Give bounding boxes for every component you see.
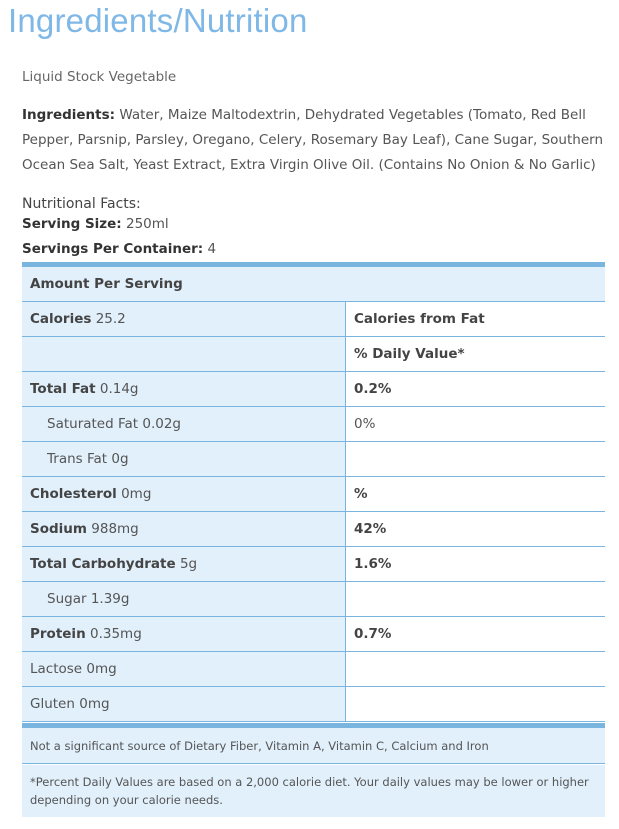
nutrient-label: Sodium — [30, 521, 87, 537]
nutrient-value: 0.14g — [99, 381, 139, 397]
ingredients-list: Water, Maize Maltodextrin, Dehydrated Vegetables (Tomato, Red Bell Pepper, Parsnip, Parsley, Oregano, Celery, Rosemary Bay Leaf), Cane Sugar, Southern Ocean Sea Salt, Yeast Extract, Extra Virgin Olive Oil. (Contains No Onion & No Garlic) — [22, 107, 604, 173]
calories-value: 25.2 — [95, 311, 126, 327]
product-name: Liquid Stock Vegetable — [22, 69, 177, 85]
nutrient-row — [22, 687, 605, 722]
nutrient-cell — [22, 407, 346, 442]
nutrient-cell — [22, 617, 346, 652]
page-title: Ingredients/Nutrition — [8, 2, 308, 39]
nutrient-label: Total Carbohydrate — [30, 556, 176, 572]
nutrient-label: Trans Fat — [47, 451, 108, 467]
nutrient-label: Saturated Fat — [47, 416, 139, 432]
nutrient-label: Lactose — [30, 661, 83, 677]
nutrient-value: 0.35mg — [89, 626, 142, 642]
nutrient-value: 0mg — [121, 486, 152, 502]
nutrient-daily-value — [346, 652, 606, 687]
nutrient-cell — [22, 372, 346, 407]
ingredients-text — [22, 103, 607, 178]
not-significant-note: Not a significant source of Dietary Fiber, Vitamin A, Vitamin C, Calcium and Iron — [22, 728, 605, 764]
nutrient-daily-value: 0% — [346, 407, 606, 442]
nutrient-value: 0.02g — [142, 416, 182, 432]
daily-value-header: % Daily Value* — [346, 337, 606, 372]
nutrition-table — [22, 262, 605, 722]
calories-from-fat: Calories from Fat — [346, 302, 606, 337]
servings-value: 4 — [207, 241, 217, 257]
nutrient-label: Gluten — [30, 696, 75, 712]
nutrient-row — [22, 582, 605, 617]
serving-size-label: Serving Size: — [22, 216, 122, 232]
nutrient-cell — [22, 652, 346, 687]
calories-cell — [22, 302, 346, 337]
nutrient-cell — [22, 442, 346, 477]
servings-label: Servings Per Container: — [22, 241, 204, 257]
nutrient-daily-value: % — [346, 477, 606, 512]
calories-label: Calories — [30, 311, 92, 327]
nutrient-label: Cholesterol — [30, 486, 117, 502]
nutrient-daily-value: 0.7% — [346, 617, 606, 652]
nutrient-daily-value — [346, 687, 606, 722]
nutrient-row — [22, 617, 605, 652]
nutrient-cell — [22, 687, 346, 722]
nutrient-value: 0g — [111, 451, 129, 467]
nutrient-value: 1.39g — [90, 591, 130, 607]
nutrient-label: Protein — [30, 626, 86, 642]
nutrient-label: Total Fat — [30, 381, 96, 397]
nutrient-row — [22, 547, 605, 582]
nutrient-value: 0mg — [86, 661, 117, 677]
serving-size-value: 250ml — [126, 216, 169, 232]
percent-daily-note: *Percent Daily Values are based on a 2,000 calorie diet. Your daily values may be lower or higher depending on your calorie needs. — [22, 765, 605, 817]
nutrient-row — [22, 442, 605, 477]
nutrient-daily-value: 0.2% — [346, 372, 606, 407]
nutrient-daily-value: 42% — [346, 512, 606, 547]
amount-per-serving: Amount Per Serving — [22, 265, 605, 302]
servings-per-container — [22, 241, 216, 257]
nutrient-daily-value — [346, 442, 606, 477]
daily-value-spacer — [22, 337, 346, 372]
nutrient-row — [22, 652, 605, 687]
nutrient-value: 5g — [179, 556, 198, 572]
nutrient-cell — [22, 477, 346, 512]
nutrient-row — [22, 477, 605, 512]
nutrient-row — [22, 512, 605, 547]
nutrient-cell — [22, 512, 346, 547]
nutrient-value: 988mg — [91, 521, 139, 537]
serving-size — [22, 216, 169, 232]
nutritional-facts-heading: Nutritional Facts: — [22, 196, 141, 212]
nutrient-value: 0mg — [79, 696, 110, 712]
nutrient-row — [22, 372, 605, 407]
nutrient-daily-value — [346, 582, 606, 617]
ingredients-label: Ingredients: — [22, 107, 116, 123]
nutrient-row — [22, 407, 605, 442]
nutrient-label: Sugar — [47, 591, 87, 607]
nutrient-cell — [22, 582, 346, 617]
nutrient-cell — [22, 547, 346, 582]
nutrient-daily-value: 1.6% — [346, 547, 606, 582]
